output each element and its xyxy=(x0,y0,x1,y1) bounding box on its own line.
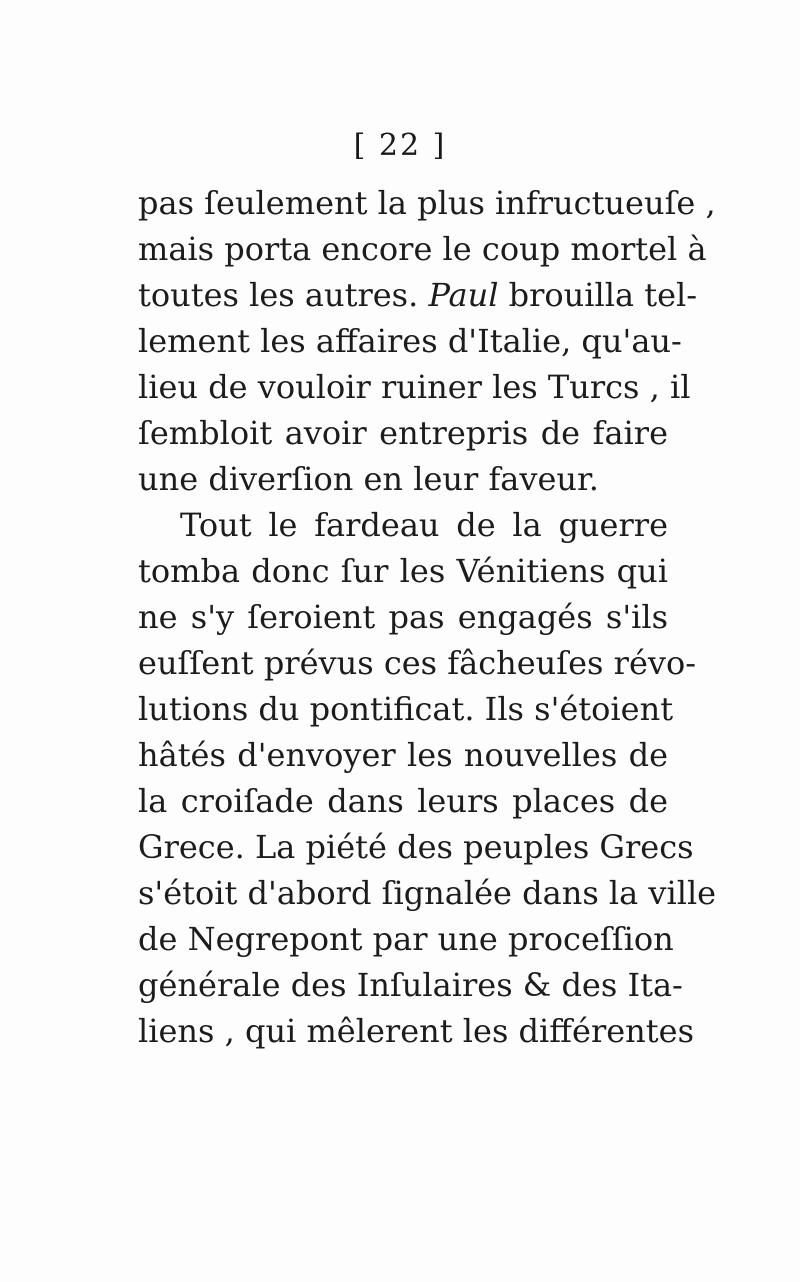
text-line: une diverſion en leur faveur. xyxy=(138,460,599,498)
text-line: euſſent prévus ces fâcheuſes révo- xyxy=(138,644,697,682)
text-line: de Negrepont par une proceſſion xyxy=(138,920,674,958)
text-line: pas ſeulement la plus infructueuſe , xyxy=(138,184,716,222)
text-line: hâtés d'envoyer les nouvelles de xyxy=(138,736,668,774)
text-line: mais porta encore le coup mortel à xyxy=(138,230,707,268)
text-line: lieu de vouloir ruiner les Turcs , il xyxy=(138,368,691,406)
text-line: ſembloit avoir entrepris de faire xyxy=(138,414,668,452)
text-line: tomba donc ſur les Vénitiens qui xyxy=(138,552,668,590)
text-line: générale des Inſulaires & des Ita- xyxy=(138,966,683,1004)
text-line: la croiſade dans leurs places de xyxy=(138,782,668,820)
page-number: [ 22 ] xyxy=(353,128,447,163)
text-fragment: brouilla tel- xyxy=(508,276,698,314)
text-line: liens , qui mêlerent les différentes xyxy=(138,1012,694,1050)
italic-name: Paul xyxy=(428,276,499,314)
text-line: Tout le fardeau de la guerre xyxy=(180,506,668,544)
text-line: ne s'y ſeroient pas engagés s'ils xyxy=(138,598,668,636)
text-line: s'étoit d'abord ſignalée dans la ville xyxy=(138,874,717,912)
text-line xyxy=(138,272,698,318)
text-fragment: toutes les autres. xyxy=(138,276,419,314)
body-text xyxy=(138,180,717,1054)
text-line: lement les affaires d'Italie, qu'au- xyxy=(138,322,682,360)
text-line: lutions du pontificat. Ils s'étoient xyxy=(138,690,674,728)
text-line: Grece. La piété des peuples Grecs xyxy=(138,828,694,866)
